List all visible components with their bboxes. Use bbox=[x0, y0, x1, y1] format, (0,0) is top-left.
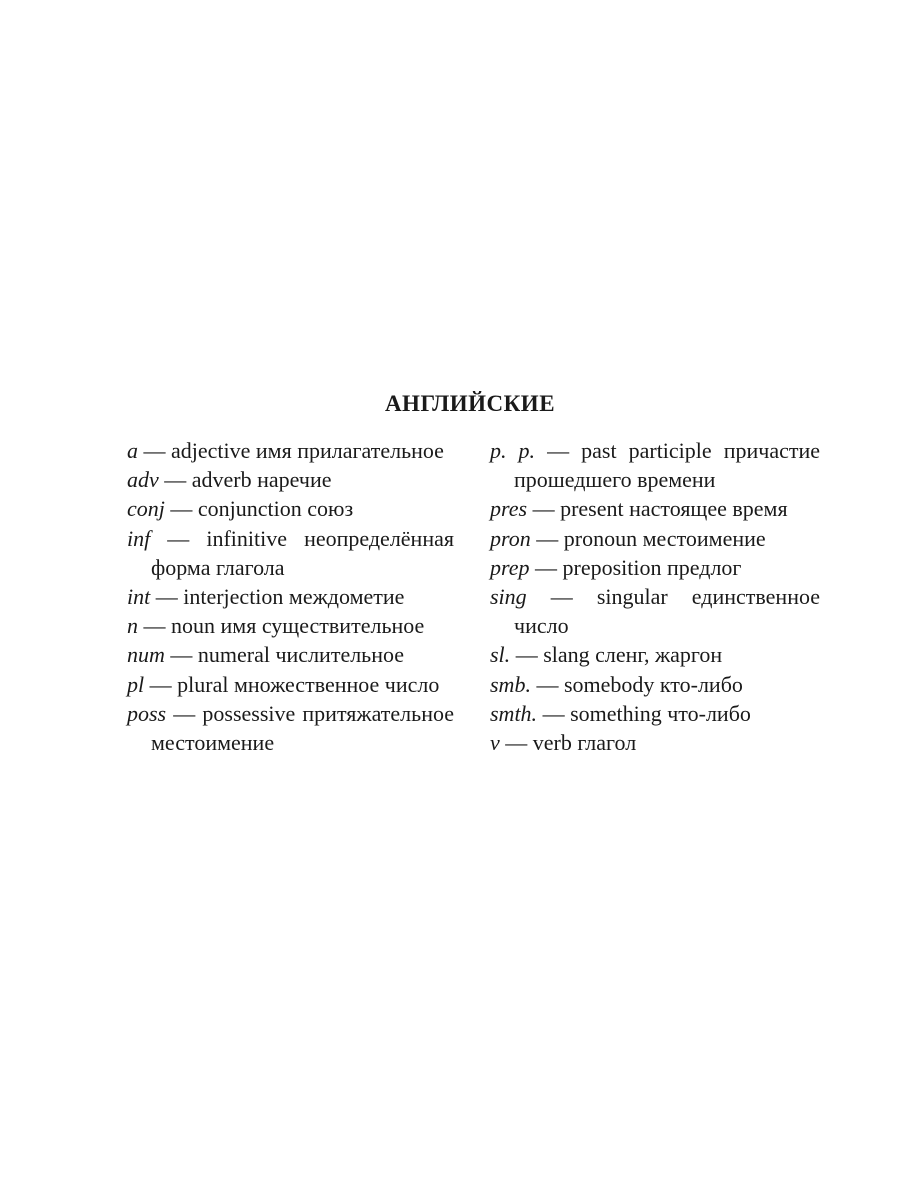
abbreviation-description: — plural множественное число bbox=[149, 671, 440, 697]
abbreviation-description: — present настоящее время bbox=[532, 496, 788, 522]
abbreviation: a bbox=[127, 438, 138, 463]
abbreviation-entry bbox=[127, 524, 454, 582]
abbreviation-entry bbox=[490, 582, 820, 640]
abbreviation: adv bbox=[127, 467, 159, 493]
abbreviation-description: — infinitive неопределённая форма глагола bbox=[151, 525, 454, 580]
abbreviation: smth. bbox=[490, 700, 538, 726]
abbreviation-description: — slang сленг, жаргон bbox=[515, 642, 723, 668]
abbreviation: inf bbox=[127, 525, 151, 551]
abbreviation-entry bbox=[490, 494, 820, 523]
abbreviation: poss bbox=[127, 700, 167, 726]
abbreviation-description: — adjective имя прилагательное bbox=[143, 438, 444, 463]
abbreviation-description: — adverb наречие bbox=[164, 467, 332, 493]
abbreviation: p. p. bbox=[490, 438, 536, 463]
abbreviation-entry bbox=[127, 670, 454, 699]
abbreviations-right-column bbox=[490, 436, 820, 757]
abbreviation-description: — preposition предлог bbox=[535, 554, 742, 580]
abbreviation-description: — numeral числительное bbox=[170, 642, 405, 668]
abbreviation-description: — interjection междометие bbox=[155, 584, 405, 610]
abbreviation-entry bbox=[490, 524, 820, 553]
abbreviation: pres bbox=[490, 496, 528, 522]
abbreviation: smb. bbox=[490, 671, 531, 697]
abbreviation-entry bbox=[127, 699, 454, 757]
abbreviation: conj bbox=[127, 496, 165, 522]
abbreviation: pron bbox=[490, 525, 531, 551]
abbreviation: int bbox=[127, 584, 151, 610]
abbreviation-description: — conjunction союз bbox=[170, 496, 354, 522]
abbreviation: v bbox=[490, 730, 500, 756]
abbreviation-entry bbox=[490, 728, 820, 757]
abbreviation-entry bbox=[127, 611, 454, 640]
abbreviation-entry bbox=[127, 582, 454, 611]
abbreviation-entry bbox=[127, 436, 454, 465]
abbreviation-entry bbox=[127, 640, 454, 669]
abbreviation-entry bbox=[490, 699, 820, 728]
abbreviation: pl bbox=[127, 671, 145, 697]
abbreviation: n bbox=[127, 613, 138, 639]
abbreviation-description: — past participle причастие прошедшего времени bbox=[514, 438, 821, 493]
abbreviation: sing bbox=[490, 584, 527, 610]
abbreviation-description: — singular единственное число bbox=[514, 584, 820, 639]
abbreviation-entry bbox=[490, 553, 820, 582]
abbreviation-entry bbox=[490, 640, 820, 669]
abbreviation-entry bbox=[490, 670, 820, 699]
abbreviation-description: — possessive притяжательное местоимение bbox=[151, 700, 454, 756]
abbreviation-description: — pronoun местоимение bbox=[536, 525, 766, 551]
abbreviations-left-column bbox=[127, 436, 454, 757]
abbreviation-description: — somebody кто-либо bbox=[536, 671, 743, 697]
abbreviation-description: — something что-либо bbox=[542, 700, 751, 726]
abbreviation-description: — verb глагол bbox=[505, 730, 637, 756]
abbreviation-description: — noun имя существительное bbox=[143, 613, 425, 639]
abbreviation: num bbox=[127, 642, 165, 668]
abbreviation: prep bbox=[490, 554, 530, 580]
section-title: АНГЛИЙСКИЕ bbox=[384, 391, 556, 416]
abbreviation-entry bbox=[127, 494, 454, 523]
abbreviation-entry bbox=[490, 436, 820, 494]
abbreviation-entry bbox=[127, 465, 454, 494]
abbreviation: sl. bbox=[490, 642, 511, 668]
